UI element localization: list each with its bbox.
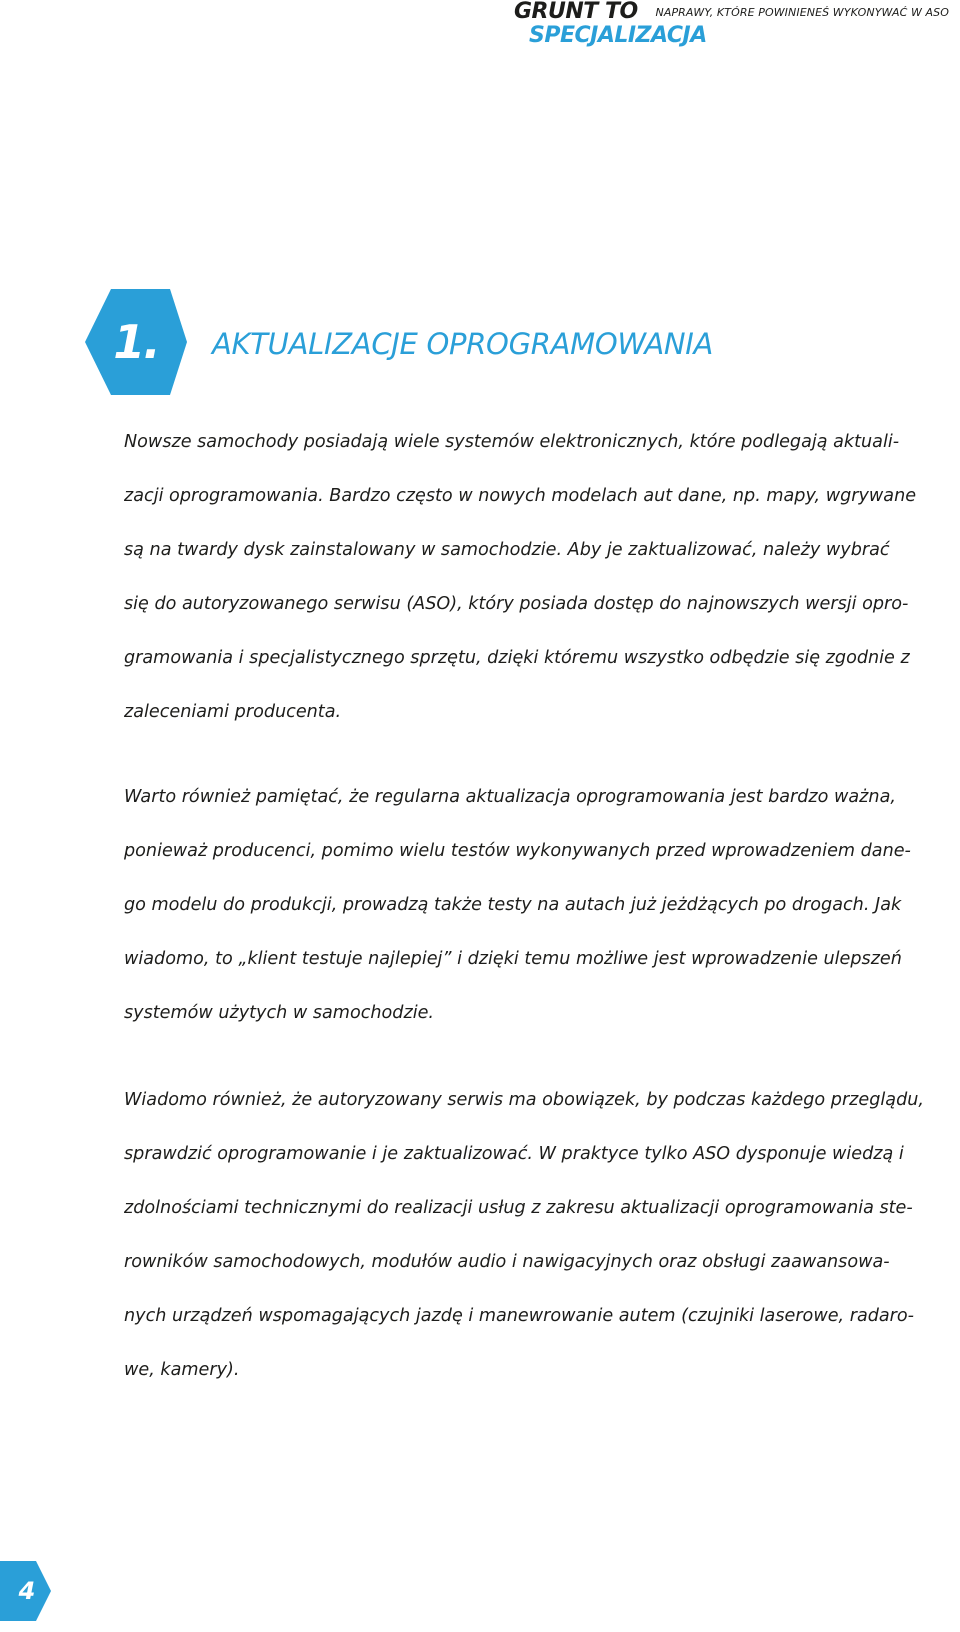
section-number: 1. bbox=[113, 315, 159, 369]
text-line: rowników samochodowych, modułów audio i nawigacyjnych oraz obsługi zaawansowa- bbox=[124, 1252, 890, 1272]
text-line: sprawdzić oprogramowanie i je zaktualizować. W praktyce tylko ASO dysponuje wiedzą i bbox=[124, 1144, 904, 1164]
section-title: AKTUALIZACJE OPROGRAMOWANIA bbox=[212, 327, 714, 361]
text-line: systemów użytych w samochodzie. bbox=[124, 1003, 435, 1023]
text-line: zacji oprogramowania. Bardzo często w nowych modelach aut dane, np. mapy, wgrywane bbox=[124, 486, 917, 506]
text-line: są na twardy dysk zainstalowany w samochodzie. Aby je zaktualizować, należy wybrać bbox=[124, 540, 890, 560]
paragraph-2 bbox=[124, 770, 960, 1040]
section-number-badge bbox=[84, 287, 188, 397]
page-number: 4 bbox=[18, 1577, 36, 1605]
text-line: gramowania i specjalistycznego sprzętu, dzięki któremu wszystko odbędzie się zgodnie z bbox=[124, 648, 910, 668]
text-line: we, kamery). bbox=[124, 1360, 240, 1380]
paragraph-3 bbox=[124, 1073, 960, 1397]
text-line: nych urządzeń wspomagających jazdę i manewrowanie autem (czujniki laserowe, radaro- bbox=[124, 1306, 915, 1326]
text-line: zaleceniami producenta. bbox=[124, 702, 342, 722]
paragraph-1 bbox=[124, 415, 960, 739]
logo-line-specjalizacja: SPECJALIZACJA bbox=[529, 23, 707, 48]
logo-line-grunt-to: GRUNT TO bbox=[514, 0, 638, 24]
text-line: go modelu do produkcji, prowadzą także testy na autach już jeżdżących po drogach. Jak bbox=[124, 895, 902, 915]
text-line: zdolnościami technicznymi do realizacji usług z zakresu aktualizacji oprogramowania ste- bbox=[124, 1198, 913, 1218]
page-header bbox=[0, 0, 960, 50]
page-number-badge bbox=[0, 1561, 52, 1621]
section-heading bbox=[84, 287, 744, 397]
text-line: Wiadomo również, że autoryzowany serwis ma obowiązek, by podczas każdego przeglądu, bbox=[124, 1090, 924, 1110]
header-subtitle: NAPRAWY, KTÓRE POWINIENEŚ WYKONYWAĆ W ASO bbox=[655, 6, 949, 19]
text-line: wiadomo, to „klient testuje najlepiej” i dzięki temu możliwe jest wprowadzenie ulepszeń bbox=[124, 949, 902, 969]
text-line: Warto również pamiętać, że regularna aktualizacja oprogramowania jest bardzo ważna, bbox=[124, 787, 896, 807]
text-line: się do autoryzowanego serwisu (ASO), który posiada dostęp do najnowszych wersji opro- bbox=[124, 594, 909, 614]
text-line: Nowsze samochody posiadają wiele systemów elektronicznych, które podlegają aktuali- bbox=[124, 432, 900, 452]
text-line: ponieważ producenci, pomimo wielu testów wykonywanych przed wprowadzeniem dane- bbox=[124, 841, 911, 861]
